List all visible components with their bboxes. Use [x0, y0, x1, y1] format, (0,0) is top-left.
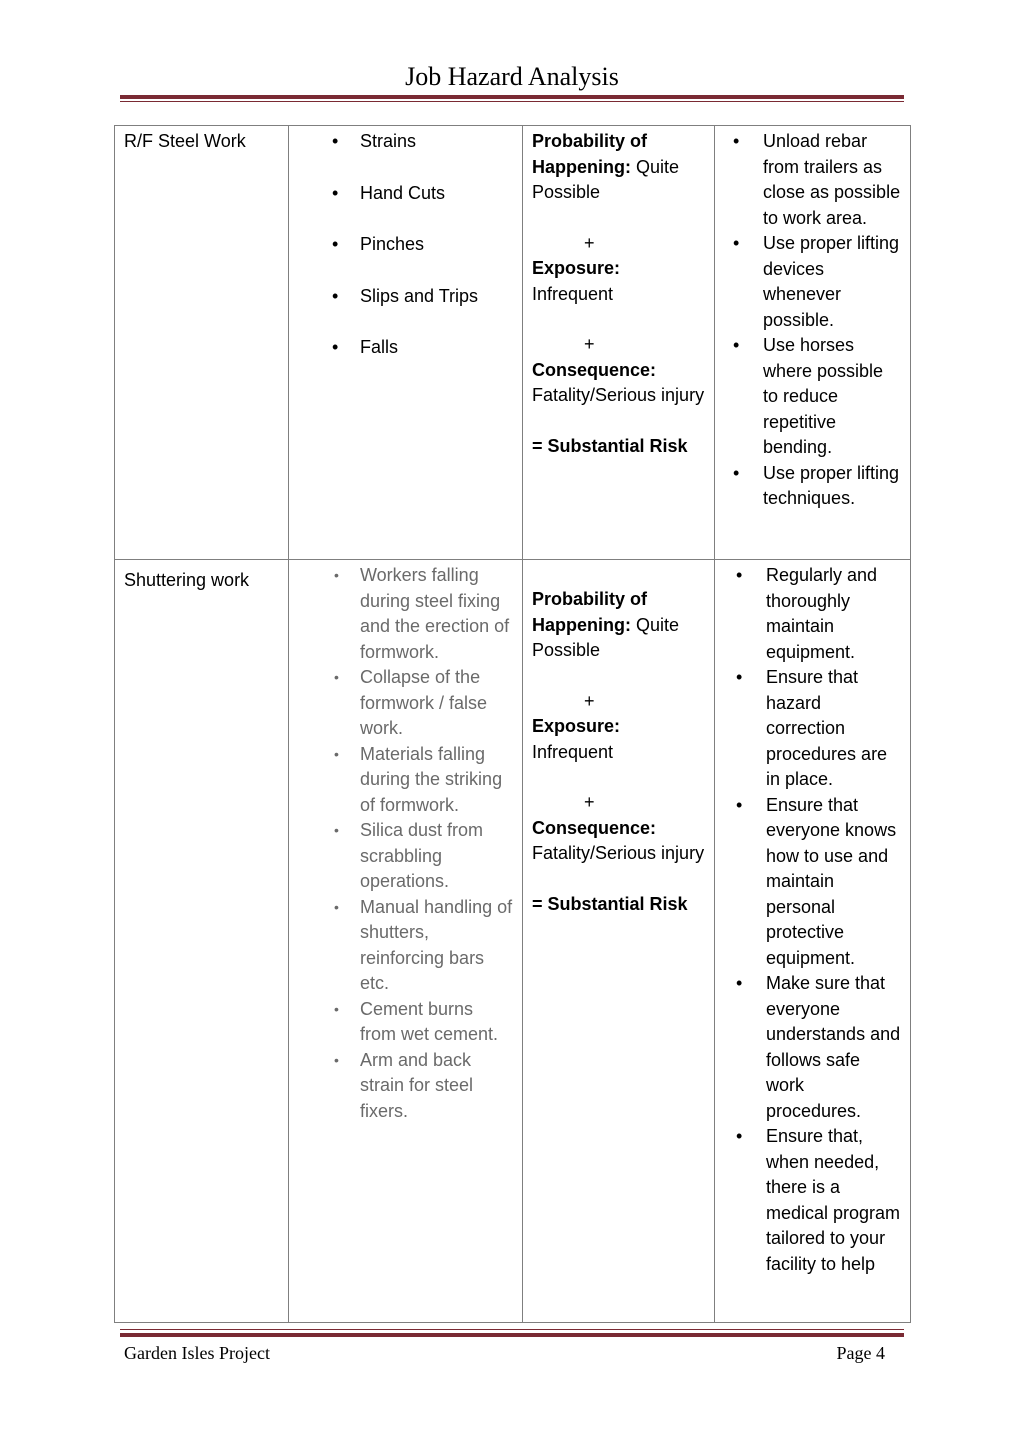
- consequence-label: Consequence:: [532, 817, 657, 838]
- list-item: • Ensure that everyone knows how to use and maintain personal protective equipment.: [724, 793, 902, 972]
- list-item: • Pinches: [298, 232, 514, 258]
- risk-result: = Substantial Risk: [532, 893, 688, 914]
- exposure-value: Infrequent: [532, 283, 614, 304]
- exposure-label: Exposure:: [532, 258, 621, 278]
- list-item: • Ensure that, when needed, there is a medical program tailored to your facility to help: [724, 1124, 902, 1277]
- list-item: • Collapse of the formwork / false work.: [298, 665, 514, 742]
- footer-divider: [120, 1333, 904, 1337]
- list-item: • Materials falling during the striking of formwork.: [298, 742, 514, 819]
- risk-result: = Substantial Risk: [532, 435, 688, 456]
- plus-sign: +: [584, 690, 595, 711]
- hazards-cell: [289, 560, 523, 1323]
- list-item: • Regularly and thoroughly maintain equipment.: [724, 563, 902, 665]
- table-row: [115, 560, 911, 1323]
- header-divider: [120, 95, 904, 99]
- list-item: • Cement burns from wet cement.: [298, 997, 514, 1048]
- list-item: • Falls: [298, 335, 514, 361]
- task-cell: R/F Steel Work: [115, 126, 289, 560]
- list-item: • Slips and Trips: [298, 284, 514, 310]
- list-item: • Ensure that hazard correction procedures are in place.: [724, 665, 902, 793]
- hazard-table: [114, 125, 911, 1323]
- probability-label: Probability of Happening:: [532, 589, 648, 635]
- exposure-label: Exposure:: [532, 716, 621, 736]
- consequence-value: Fatality/Serious injury: [532, 385, 705, 405]
- probability-value: Quite Possible: [532, 156, 680, 202]
- list-item: • Strains: [298, 129, 514, 155]
- plus-sign: +: [584, 232, 595, 253]
- list-item: • Use horses where possible to reduce repetitive bending.: [724, 333, 902, 461]
- list-item: • Hand Cuts: [298, 181, 514, 207]
- list-item: • Arm and back strain for steel fixers.: [298, 1048, 514, 1125]
- list-item: • Use proper lifting techniques.: [724, 461, 902, 512]
- page-title: Job Hazard Analysis: [405, 62, 619, 91]
- plus-sign: +: [584, 334, 595, 354]
- controls-cell: [715, 126, 911, 560]
- exposure-value: Infrequent: [532, 741, 614, 762]
- list-item: • Silica dust from scrabbling operations.: [298, 818, 514, 895]
- probability-label: Probability of Happening:: [532, 131, 648, 177]
- plus-sign: +: [584, 792, 595, 812]
- header-divider-thin: [120, 101, 904, 102]
- risk-cell: [523, 560, 715, 1323]
- list-item: • Make sure that everyone understands and follows safe work procedures.: [724, 971, 902, 1124]
- list-item: • Manual handling of shutters, reinforcing bars etc.: [298, 895, 514, 997]
- probability-value: Quite Possible: [532, 614, 680, 660]
- list-item: • Unload rebar from trailers as close as possible to work area.: [724, 129, 902, 231]
- risk-cell: [523, 126, 715, 560]
- list-item: • Use proper lifting devices whenever possible.: [724, 231, 902, 333]
- controls-cell: [715, 560, 911, 1323]
- consequence-value: Fatality/Serious injury: [532, 843, 705, 863]
- footer-page-number: Page 4: [836, 1343, 885, 1363]
- table-row: [115, 126, 911, 560]
- hazards-cell: [289, 126, 523, 560]
- footer-divider-thin: [120, 1329, 904, 1330]
- list-item: • Workers falling during steel fixing and the erection of formwork.: [298, 563, 514, 665]
- task-cell: Shuttering work: [115, 560, 289, 1323]
- footer-project: Garden Isles Project: [124, 1343, 270, 1363]
- consequence-label: Consequence:: [532, 359, 657, 380]
